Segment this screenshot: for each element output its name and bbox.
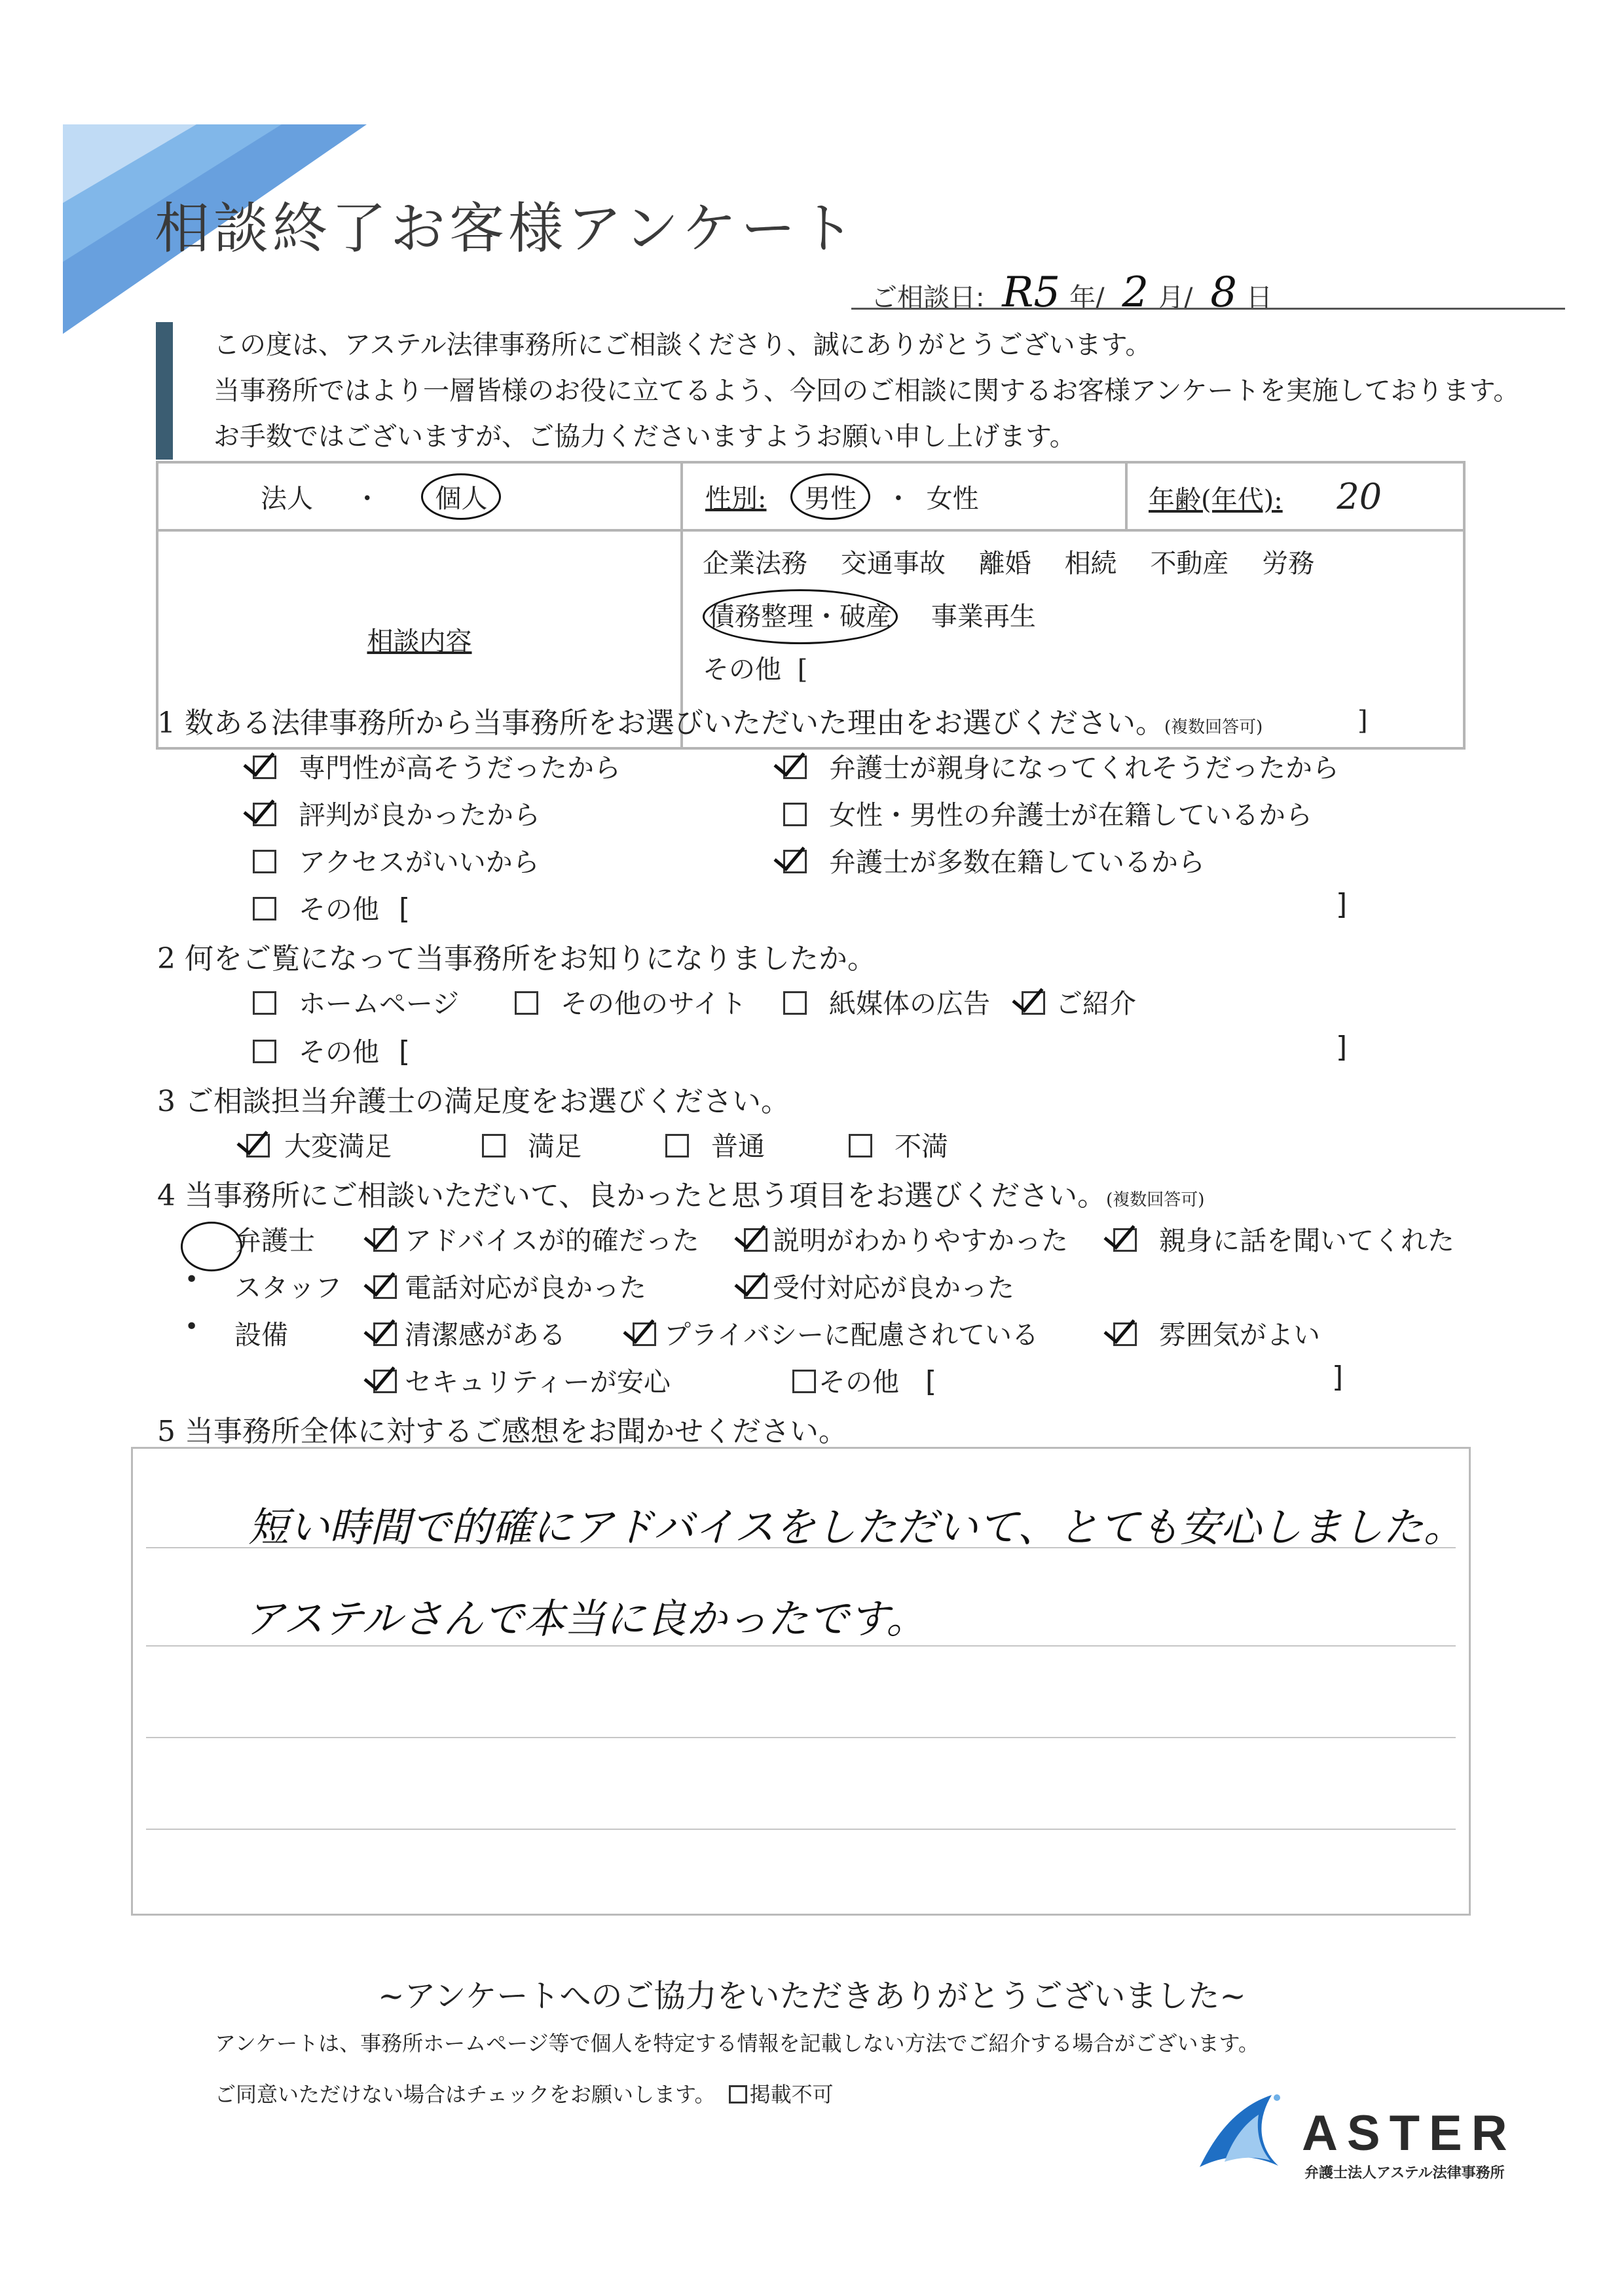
q1-option[interactable]: 女性・男性の弁護士が在籍しているから (783, 793, 1312, 832)
q3-option[interactable]: 大変満足 (246, 1125, 392, 1163)
category-labor[interactable]: 労務 (1262, 549, 1315, 579)
aster-logo-icon (1193, 2088, 1291, 2174)
question-3: 3 ご相談担当弁護士の満足度をお選びください。 (157, 1085, 790, 1118)
publication-note: アンケートは、事務所ホームページ等で個人を特定する情報を記載しない方法でご紹介する場合がございます。 (215, 2031, 1259, 2056)
form-title: 相談終了お客様アンケート (155, 196, 858, 261)
client-type-corporate[interactable]: 法人 (261, 483, 313, 514)
q4-category-facility: 設備 (234, 1319, 288, 1351)
gender-female[interactable]: 女性 (926, 483, 979, 514)
intro-accent-bar (156, 322, 173, 460)
category-inheritance[interactable]: 相続 (1064, 549, 1117, 579)
comment-line-2: アステルさんで本当に良かったです。 (244, 1595, 927, 1643)
q4-option[interactable]: アドバイスが的確だった (373, 1219, 699, 1258)
checkbox-icon[interactable] (246, 1134, 270, 1157)
q4-option[interactable]: 受付対応が良かった (744, 1266, 1014, 1305)
checkbox-icon[interactable] (373, 1370, 397, 1393)
checkbox-icon[interactable] (1113, 1228, 1137, 1252)
checkbox-icon[interactable] (849, 1134, 872, 1157)
checkbox-icon[interactable] (253, 803, 276, 826)
checkbox-icon[interactable] (373, 1228, 397, 1252)
q3-option[interactable]: 不満 (849, 1125, 948, 1163)
client-type-individual[interactable]: 個人 (421, 473, 501, 520)
checkbox-icon[interactable] (253, 1040, 276, 1063)
q4-category-lawyer: 弁護士 (234, 1225, 315, 1256)
q1-option[interactable]: 専門性が高そうだったから (253, 746, 621, 785)
date-underline (851, 308, 1565, 310)
comment-line-1: 短い時間で的確にアドバイスをしただいて、とても安心しました。 (248, 1503, 1464, 1551)
intro-line: 当事務所ではより一層皆様のお役に立てるよう、今回のご相談に関するお客様アンケートを実施しております。 (213, 376, 1520, 406)
date-year-unit: 年/ (1069, 283, 1105, 313)
date-month[interactable]: 2 (1122, 268, 1149, 317)
q4-option[interactable]: 清潔感がある (373, 1313, 566, 1352)
q1-option[interactable]: アクセスがいいから (253, 841, 540, 879)
thanks-message: ~アンケートへのご協力をいただきありがとうございました~ (378, 1978, 1246, 2014)
q4-option[interactable]: 雰囲気がよい (1113, 1313, 1320, 1352)
question-2: 2 何をご覧になって当事務所をお知りになりましたか。 (157, 942, 876, 975)
checkbox-icon[interactable] (253, 991, 276, 1015)
q4-option-other[interactable]: その他 [ (792, 1360, 936, 1399)
q3-option[interactable]: 普通 (665, 1125, 765, 1163)
q1-option[interactable]: 弁護士が親身になってくれそうだったから (783, 746, 1339, 785)
question-4: 4 当事務所にご相談いただいて、良かったと思う項目をお選びください。(複数回答可) (157, 1179, 1205, 1212)
q2-option[interactable]: 紙媒体の広告 (783, 982, 990, 1021)
checkbox-icon[interactable] (633, 1322, 656, 1346)
consult-label: 相談内容 (367, 627, 472, 657)
client-type-cell: 法人 ・ 個人 (157, 462, 682, 530)
gender-cell: 性別: 男性 ・ 女性 (682, 462, 1126, 530)
category-corporate-law[interactable]: 企業法務 (703, 549, 807, 579)
date-label: ご相談日: (871, 283, 985, 313)
age-cell (1126, 462, 1464, 530)
checkbox-icon[interactable] (783, 850, 807, 873)
q4-option[interactable]: 親身に話を聞いてくれた (1113, 1219, 1454, 1258)
checkbox-icon[interactable] (744, 1228, 767, 1252)
question-5: 5 当事務所全体に対するご感想をお聞かせください。 (157, 1415, 847, 1448)
q2-option-other[interactable]: その他 [ (253, 1030, 410, 1069)
checkbox-icon[interactable] (482, 1134, 506, 1157)
date-year[interactable]: R5 (1002, 268, 1061, 317)
no-publish-checkbox-icon[interactable] (729, 2085, 747, 2104)
checkbox-icon[interactable] (665, 1134, 689, 1157)
checkbox-icon[interactable] (515, 991, 538, 1015)
age-value[interactable]: 20 (1337, 475, 1382, 517)
checkbox-icon[interactable] (783, 991, 807, 1015)
gender-label: 性別: (705, 483, 767, 514)
checkbox-icon[interactable] (783, 756, 807, 779)
q2-option[interactable]: ご紹介 (1022, 982, 1136, 1021)
consent-note: ご同意いただけない場合はチェックをお願いします。 掲載不可 (215, 2082, 834, 2107)
category-divorce[interactable]: 離婚 (978, 549, 1031, 579)
category-other[interactable]: その他 (703, 655, 781, 685)
category-business-rehab[interactable]: 事業再生 (931, 602, 1036, 632)
checkbox-icon[interactable] (373, 1275, 397, 1299)
consult-categories-cell: 企業法務 交通事故 離婚 相続 不動産 労務 債務整理・破産 事業再生 その他 [ ] (682, 530, 1464, 748)
checkbox-icon[interactable] (253, 850, 276, 873)
q4-option[interactable]: 説明がわかりやすかった (744, 1219, 1068, 1258)
q1-option[interactable]: 弁護士が多数在籍しているから (783, 841, 1205, 879)
intro-line: この度は、アステル法律事務所にご相談くださり、誠にありがとうございます。 (213, 330, 1152, 360)
category-debt-bankruptcy[interactable]: 債務整理・破産 (703, 589, 898, 644)
q4-option[interactable]: 電話対応が良かった (373, 1266, 646, 1305)
age-label: 年齢(年代): (1149, 484, 1283, 515)
aster-logo-text: ASTER (1302, 2105, 1517, 2161)
checkbox-icon[interactable] (253, 756, 276, 779)
q2-option[interactable]: その他のサイト (515, 982, 747, 1021)
q4-category-staff: スタッフ (234, 1272, 342, 1303)
lawyer-circle-mark (181, 1222, 242, 1271)
date-day[interactable]: 8 (1210, 268, 1237, 317)
no-publish-label: 掲載不可 (749, 2082, 834, 2107)
question-1: 1 数ある法律事務所から当事務所をお選びいただいた理由をお選びください。(複数回答可) (157, 706, 1263, 740)
q4-option[interactable]: プライバシーに配慮されている (633, 1313, 1039, 1352)
checkbox-icon[interactable] (1022, 991, 1045, 1015)
q1-option[interactable]: 評判が良かったから (253, 793, 540, 832)
checkbox-icon[interactable] (792, 1370, 816, 1393)
q4-option[interactable]: セキュリティーが安心 (373, 1360, 671, 1399)
gender-male[interactable]: 男性 (790, 473, 870, 520)
firm-name: 弁護士法人アステル法律事務所 (1304, 2165, 1505, 2181)
q1-option-other[interactable]: その他 [ (253, 888, 410, 926)
intro-line: お手数ではございますが、ご協力くださいますようお願い申し上げます。 (213, 422, 1076, 452)
date-month-unit: 月/ (1158, 283, 1193, 313)
q3-option[interactable]: 満足 (482, 1125, 581, 1163)
checkbox-icon[interactable] (744, 1275, 767, 1299)
checkbox-icon[interactable] (1113, 1322, 1137, 1346)
comment-textarea[interactable] (131, 1447, 1471, 1916)
category-real-estate[interactable]: 不動産 (1150, 549, 1229, 579)
category-traffic-accident[interactable]: 交通事故 (840, 549, 946, 579)
checkbox-icon[interactable] (783, 803, 807, 826)
intro-text (213, 322, 1519, 460)
date-day-unit: 日 (1246, 283, 1272, 313)
checkbox-icon[interactable] (253, 897, 276, 920)
checkbox-icon[interactable] (373, 1322, 397, 1346)
q2-option[interactable]: ホームページ (253, 982, 459, 1021)
